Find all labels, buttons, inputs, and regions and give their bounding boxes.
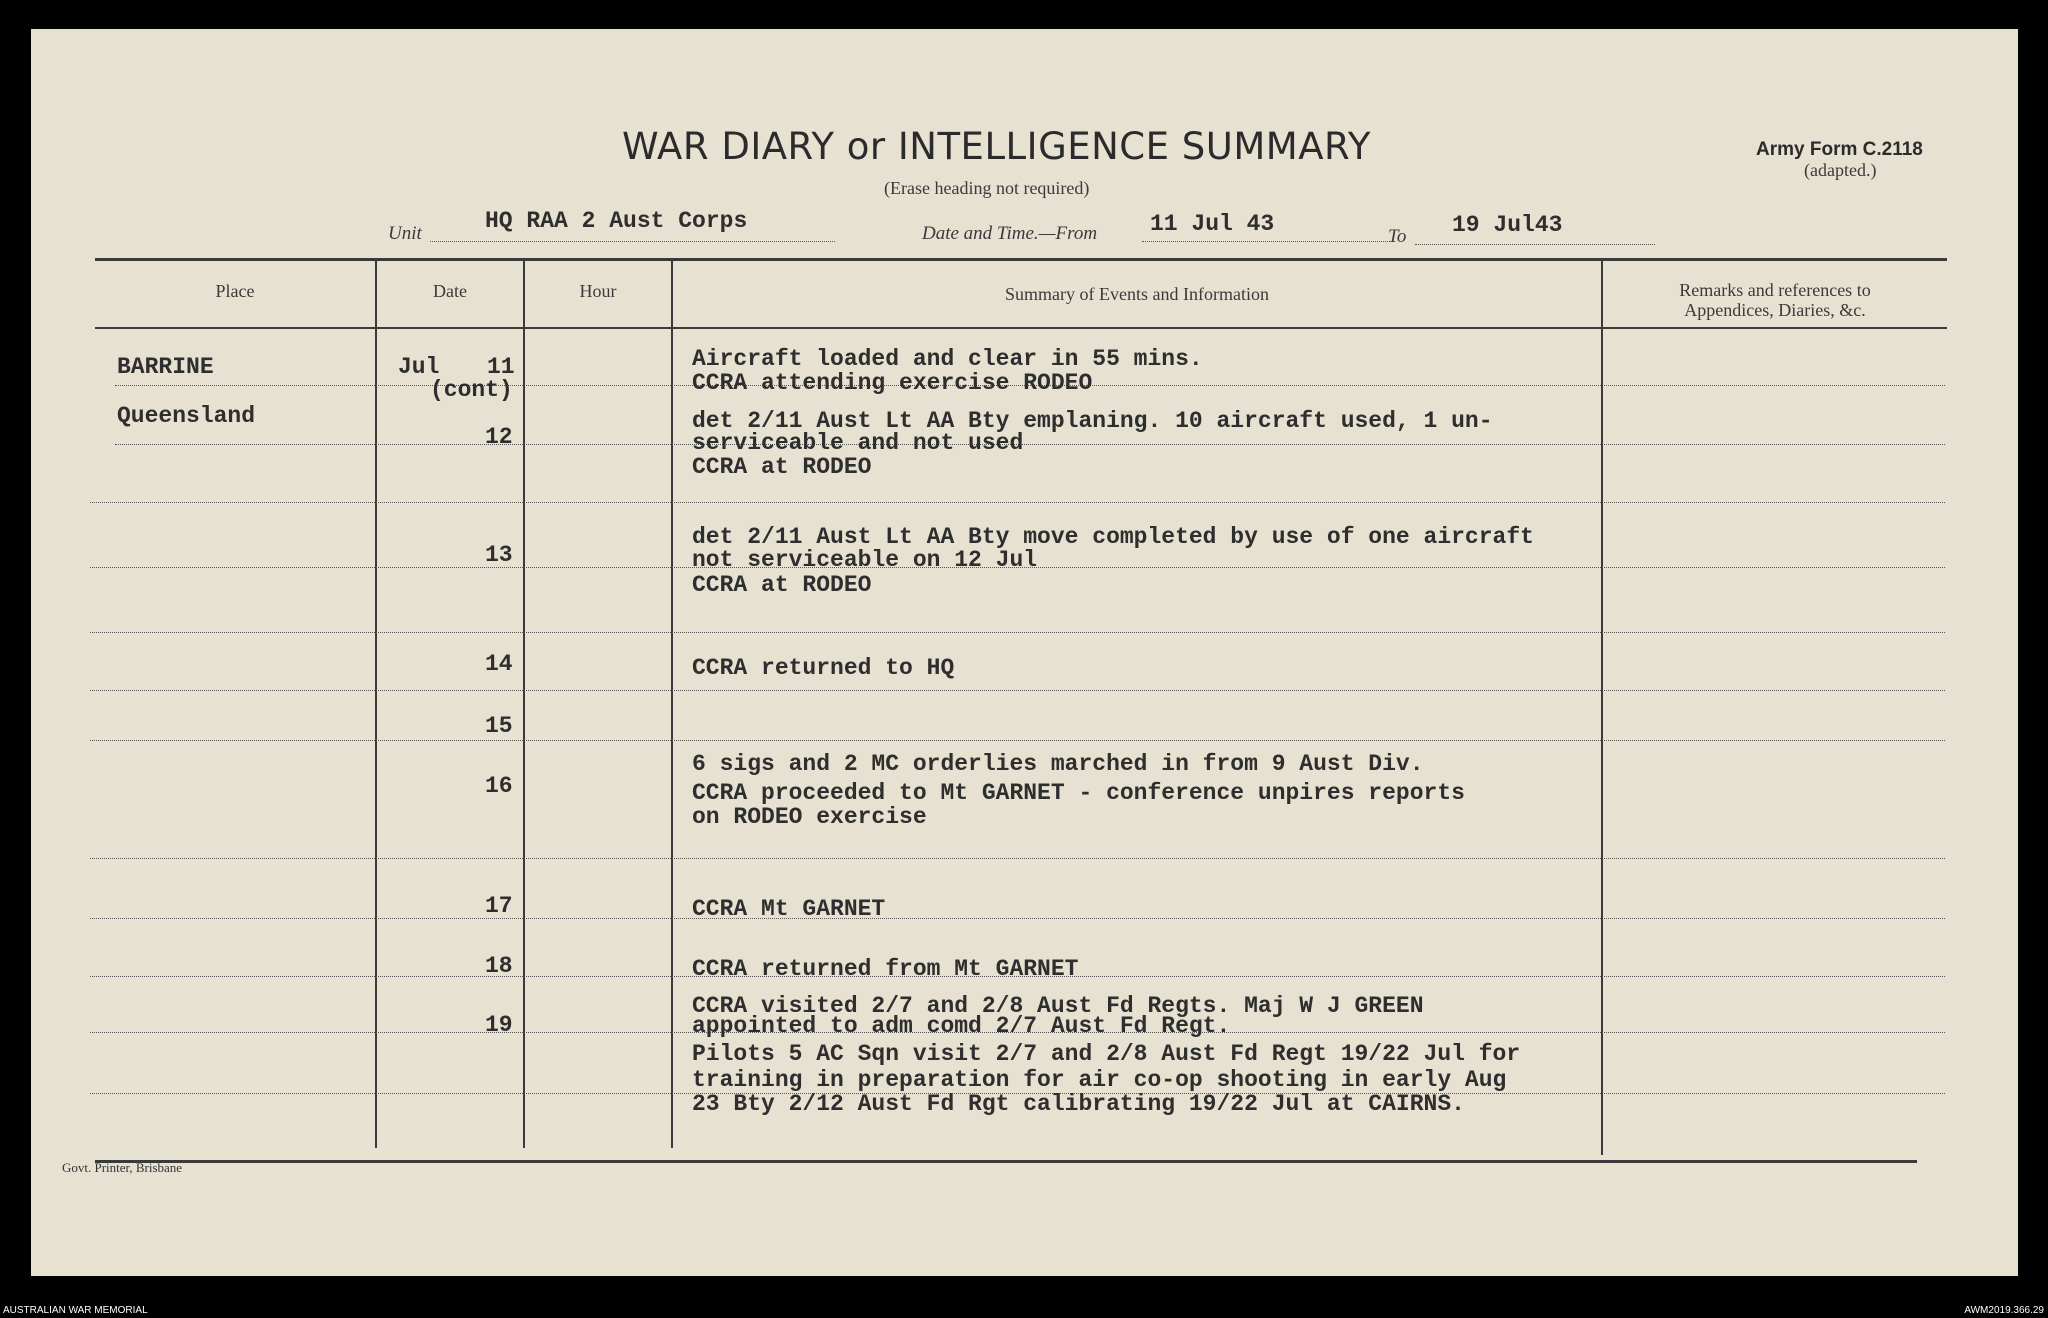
col-header-summary: Summary of Events and Information [1005, 284, 1269, 304]
date-day: 11 [487, 354, 515, 380]
summary-line: CCRA at RODEO [692, 454, 872, 480]
col-divider-summary [1601, 260, 1603, 1155]
army-form-label: Army Form C.2118 [1756, 139, 1923, 160]
from-dotline [1142, 241, 1390, 242]
summary-line: CCRA visited 2/7 and 2/8 Aust Fd Regts. Maj W J GREEN [692, 993, 1424, 1019]
table-bottom-rule [95, 1160, 1917, 1163]
col-header-remarks-line1: Remarks and references to [1679, 280, 1871, 300]
erase-note: (Erase heading not required) [884, 178, 1090, 198]
table-top-rule [95, 258, 1947, 261]
summary-line: CCRA returned to HQ [692, 655, 955, 681]
row-line [115, 444, 1945, 445]
printer-imprint: Govt. Printer, Brisbane [62, 1160, 183, 1175]
summary-line: CCRA at RODEO [692, 572, 872, 598]
from-value: 11 Jul 43 [1150, 211, 1275, 237]
row-line [90, 918, 1945, 919]
date-day: 15 [485, 713, 513, 739]
summary-line: det 2/11 Aust Lt AA Bty emplaning. 10 aircraft used, 1 un- [692, 408, 1493, 434]
unit-dotline [430, 241, 835, 242]
col-divider-place [375, 258, 377, 1148]
summary-line: CCRA attending exercise RODEO [692, 370, 1093, 396]
col-header-remarks-line2: Appendices, Diaries, &c. [1684, 300, 1866, 320]
summary-line: CCRA proceeded to Mt GARNET - conference unpires reports [692, 780, 1465, 806]
date-month: Jul [398, 354, 440, 380]
place-entry: Queensland [117, 403, 256, 429]
row-line [90, 502, 1945, 503]
summary-line: Aircraft loaded and clear in 55 mins. [692, 346, 1203, 372]
row-line [90, 690, 1945, 691]
summary-line: appointed to adm comd 2/7 Aust Fd Regt. [692, 1013, 1231, 1039]
place-entry: BARRINE [117, 354, 214, 380]
summary-line: 6 sigs and 2 MC orderlies marched in from 9 Aust Div. [692, 751, 1424, 777]
date-cont: (cont) [430, 377, 513, 403]
summary-line: CCRA returned from Mt GARNET [692, 956, 1079, 982]
col-header-hour: Hour [579, 281, 617, 301]
to-dotline [1415, 244, 1655, 245]
date-day: 19 [485, 1012, 513, 1038]
footer-archive-name: AUSTRALIAN WAR MEMORIAL [3, 1305, 148, 1316]
unit-label: Unit [388, 223, 422, 244]
table-header-rule [95, 327, 1947, 329]
summary-line: CCRA Mt GARNET [692, 896, 886, 922]
col-header-place: Place [215, 281, 255, 301]
summary-line: not serviceable on 12 Jul [692, 547, 1038, 573]
col-header-date: Date [433, 281, 467, 301]
date-day: 17 [485, 893, 513, 919]
date-day: 16 [485, 773, 513, 799]
date-day: 12 [485, 424, 513, 450]
summary-line: serviceable and not used [692, 430, 1024, 456]
row-line [90, 858, 1945, 859]
row-line [90, 632, 1945, 633]
date-day: 18 [485, 953, 513, 979]
summary-line: on RODEO exercise [692, 804, 927, 830]
col-divider-date [523, 258, 525, 1148]
summary-line: training in preparation for air co-op shooting in early Aug [692, 1067, 1507, 1093]
from-label: Date and Time.—From [922, 223, 1098, 244]
summary-line: 23 Bty 2/12 Aust Fd Rgt calibrating 19/22 Jul at CAIRNS. [692, 1091, 1465, 1117]
date-day: 13 [485, 542, 513, 568]
unit-value: HQ RAA 2 Aust Corps [485, 208, 748, 234]
col-divider-hour [671, 258, 673, 1148]
to-label: To [1388, 226, 1407, 247]
footer-accession-number: AWM2019.366.29 [1964, 1305, 2044, 1316]
to-value: 19 Jul43 [1452, 212, 1563, 238]
page-title: WAR DIARY or INTELLIGENCE SUMMARY [622, 125, 1371, 168]
row-line [90, 740, 1945, 741]
summary-line: det 2/11 Aust Lt AA Bty move completed by use of one aircraft [692, 524, 1534, 550]
date-day: 14 [485, 651, 513, 677]
summary-line: Pilots 5 AC Sqn visit 2/7 and 2/8 Aust Fd Regt 19/22 Jul for [692, 1041, 1521, 1067]
adapted-label: (adapted.) [1804, 160, 1877, 180]
